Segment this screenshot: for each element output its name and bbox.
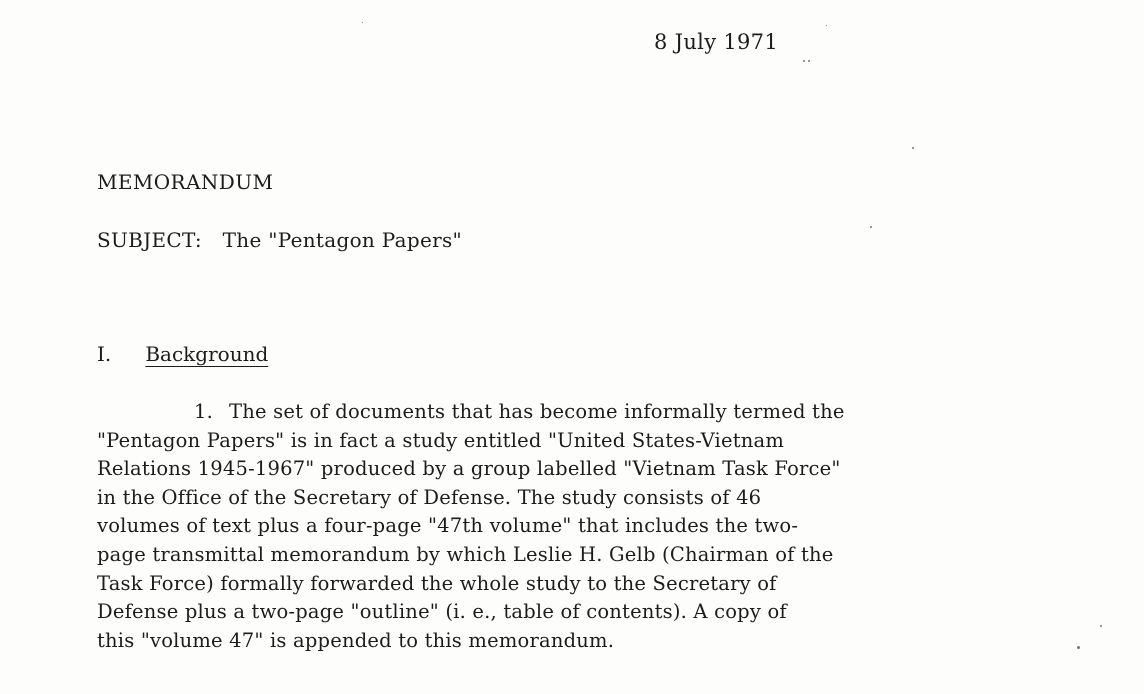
paragraph-line xyxy=(97,398,1097,427)
scan-speck xyxy=(1100,625,1102,627)
scan-speck xyxy=(870,226,872,228)
paragraph-1 xyxy=(97,398,1097,655)
scan-speck xyxy=(362,22,363,23)
paragraph-line: Task Force) formally forwarded the whole study to the Secretary of xyxy=(97,571,777,595)
paragraph-line: Relations 1945-1967" produced by a group labelled "Vietnam Task Force" xyxy=(97,457,841,481)
paragraph-line: volumes of text plus a four-page "47th volume" that includes the two- xyxy=(97,514,799,538)
paragraph-number: 1. xyxy=(194,400,214,423)
paragraph-line: in the Office of the Secretary of Defense. The study consists of 46 xyxy=(97,485,762,509)
paragraph-line: Defense plus a two-page "outline" (i. e., table of contents). A copy of xyxy=(97,600,787,624)
scan-speck xyxy=(826,25,827,26)
paragraph-line: page transmittal memorandum by which Leslie H. Gelb (Chairman of the xyxy=(97,542,834,566)
subject-label: SUBJECT: xyxy=(97,228,202,252)
subject-line xyxy=(97,228,462,252)
section-number: I. xyxy=(97,342,112,366)
scan-speck xyxy=(808,60,810,62)
scan-speck xyxy=(1077,646,1080,649)
subject-value: The "Pentagon Papers" xyxy=(222,228,463,252)
memo-date: 8 July 1971 xyxy=(654,30,778,54)
memo-heading: MEMORANDUM xyxy=(97,170,274,194)
section-title: Background xyxy=(145,342,269,366)
paragraph-line-text: The set of documents that has become informally termed the xyxy=(229,400,845,423)
paragraph-line: "Pentagon Papers" is in fact a study entitled "United States-Vietnam xyxy=(97,428,785,452)
scan-speck xyxy=(803,60,805,62)
scan-speck xyxy=(912,147,914,149)
section-heading xyxy=(97,342,268,366)
paragraph-line: this "volume 47" is appended to this memorandum. xyxy=(97,628,615,652)
